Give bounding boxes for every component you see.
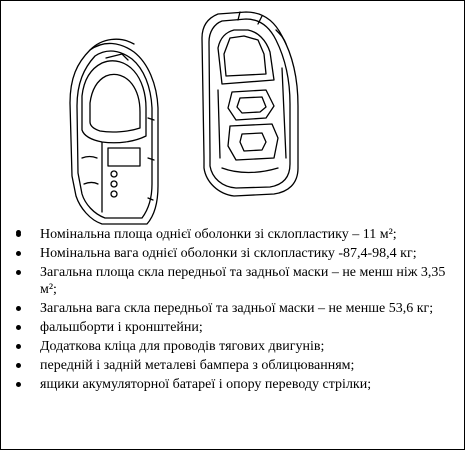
list-item-text: Номінальна площа однієї оболонки зі склопластику – 11 м²;	[40, 227, 397, 242]
list-item	[0, 226, 465, 243]
cab-shell-rear-view	[202, 12, 298, 196]
list-item-text: фальшборти і кронштейни;	[40, 320, 203, 335]
bullet-icon	[16, 270, 21, 275]
list-item	[0, 300, 465, 317]
list-item	[0, 376, 465, 393]
list-item-text: Загальна вага скла передньої та задньої маски – не менше 53,6 кг;	[40, 301, 434, 316]
list-item-text: Загальна площа скла передньої та задньої маски – не менш ніж 3,35 м²;	[40, 265, 446, 297]
list-item-text: Номінальна вага однієї оболонки зі склопластику -87,4-98,4 кг;	[40, 246, 417, 261]
cab-shell-front-view	[70, 39, 158, 224]
list-item	[0, 338, 465, 355]
specification-list	[0, 224, 465, 395]
list-item	[0, 245, 465, 262]
bullet-icon	[16, 382, 21, 387]
list-item-text: ящики акумуляторної батареї і опору переводу стрілки;	[40, 377, 372, 392]
bullet-icon	[16, 251, 21, 256]
bullet-icon	[16, 363, 21, 368]
list-item-text: передній і задній металеві бампера з облицюванням;	[40, 358, 355, 373]
bullet-icon	[16, 306, 21, 311]
bottom-border	[0, 449, 465, 450]
bullet-icon	[16, 325, 21, 330]
train-cab-shells-drawing-icon	[62, 8, 312, 228]
list-item-text: Додаткова кліца для проводів тягових двигунів;	[40, 339, 325, 354]
list-item	[0, 264, 465, 298]
bullet-icon	[16, 232, 21, 237]
list-item	[0, 357, 465, 374]
bullet-icon	[16, 344, 21, 349]
list-item	[0, 319, 465, 336]
